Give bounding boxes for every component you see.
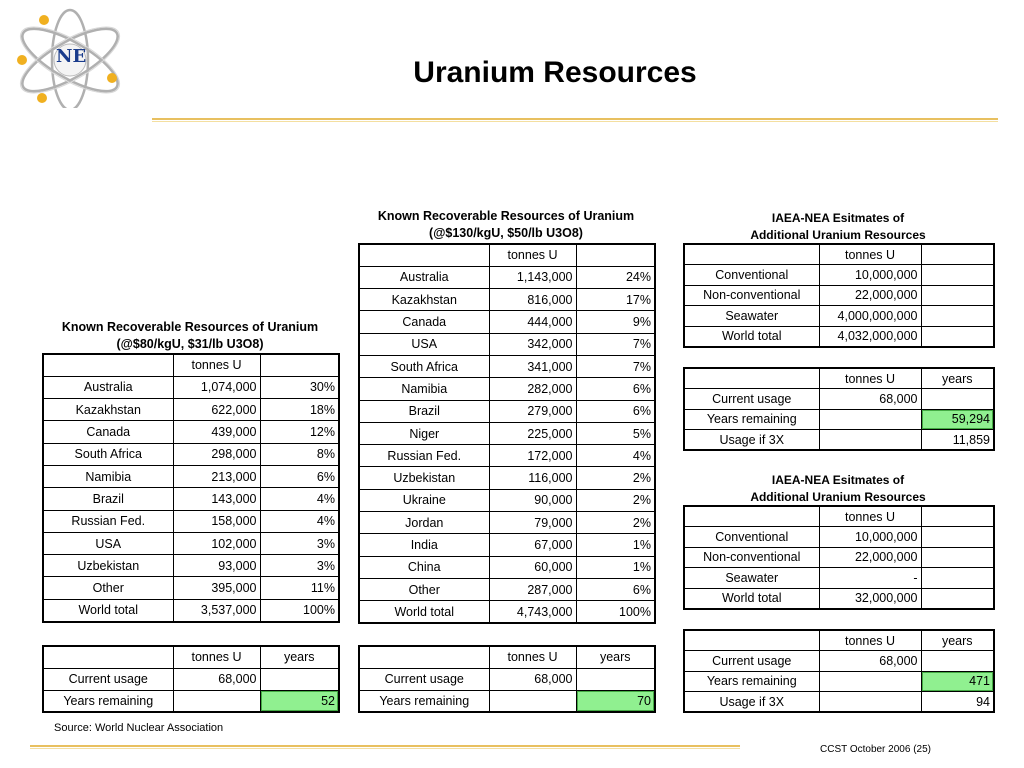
header-cell: tonnes U [819,244,921,265]
table-cell: 6% [260,465,339,487]
table-cell [921,265,994,286]
table-row [684,527,994,548]
table-row [684,568,994,589]
table-cell: Current usage [359,668,489,690]
table-row [684,692,994,713]
table-cell: 52 [260,690,339,712]
header-cell: tonnes U [819,630,921,651]
table-header-row [359,244,655,266]
table-cell: 5% [576,422,655,444]
table-cell: 395,000 [173,577,260,599]
table-cell: World total [684,326,819,347]
table-cell: Jordan [359,512,489,534]
table-cell: 2% [576,489,655,511]
header-cell [684,244,819,265]
table-cell: Other [43,577,173,599]
bottom-divider-2 [30,748,740,749]
table-cell [921,651,994,672]
table-cell: India [359,534,489,556]
table-header-row [684,368,994,389]
table-cell [819,692,921,713]
table-cell: Australia [359,266,489,288]
source-note: Source: World Nuclear Association [54,722,224,734]
table-row [684,547,994,568]
table-cell: Australia [43,376,173,398]
header-cell [921,506,994,527]
table-cell: 471 [921,671,994,692]
header-cell [260,354,339,376]
table-cell: 2% [576,467,655,489]
table-cell: 102,000 [173,532,260,554]
table-cell: Seawater [684,306,819,327]
table-row [359,266,655,288]
table-cell [260,668,339,690]
table-cell: 213,000 [173,465,260,487]
table-cell: 10,000,000 [819,527,921,548]
table-cell: 6% [576,400,655,422]
table-cell: Current usage [684,651,819,672]
header-cell: tonnes U [819,506,921,527]
table-row [43,510,339,532]
table-row [359,289,655,311]
table-row [359,690,655,712]
table-cell: 18% [260,399,339,421]
table-cell: 100% [576,601,655,623]
table-cell: 3,537,000 [173,599,260,621]
table-cell: World total [43,599,173,621]
table-row [359,578,655,600]
table-cell: 94 [921,692,994,713]
table-row [684,285,994,306]
table-cell: Kazakhstan [43,399,173,421]
table-cell: Uzbekistan [359,467,489,489]
table-cell: 30% [260,376,339,398]
table-cell: Usage if 3X [684,430,819,451]
table-cell: Years remaining [684,671,819,692]
table-row [359,333,655,355]
table-cell: Years remaining [684,409,819,430]
table-cell: Conventional [684,527,819,548]
header-cell [684,630,819,651]
table-cell: 68,000 [173,668,260,690]
table-cell: 1,143,000 [489,266,576,288]
table-row [684,389,994,410]
header-cell [684,368,819,389]
table-cell [921,306,994,327]
table-cell [921,527,994,548]
header-cell: tonnes U [173,354,260,376]
table-cell: 4,000,000,000 [819,306,921,327]
table-header-row [684,244,994,265]
table-cell: 32,000,000 [819,588,921,609]
table-cell [921,588,994,609]
table-cell: 10,000,000 [819,265,921,286]
header-cell: tonnes U [489,244,576,266]
table-cell: China [359,556,489,578]
table1-caption: Known Recoverable Resources of Uranium (@$80/kgU, $31/lb U3O8) [61,320,319,351]
table-cell: 68,000 [819,651,921,672]
header-cell: years [576,646,655,668]
table-row [359,556,655,578]
table2-caption: Known Recoverable Resources of Uranium (@$130/kgU, $50/lb U3O8) [377,209,635,240]
table-cell: 22,000,000 [819,285,921,306]
table-cell: Namibia [359,378,489,400]
table-cell: 4% [260,510,339,532]
table-cell: 1% [576,556,655,578]
table-cell: 143,000 [173,488,260,510]
table-cell: 7% [576,333,655,355]
table-row [684,265,994,286]
table-row [359,668,655,690]
table-cell: Current usage [43,668,173,690]
table-row [43,465,339,487]
table-row [684,430,994,451]
table-row [43,690,339,712]
table-cell: 67,000 [489,534,576,556]
table-cell: Russian Fed. [359,445,489,467]
table-row [359,601,655,623]
table-cell: 816,000 [489,289,576,311]
table-cell: 79,000 [489,512,576,534]
table-cell [173,690,260,712]
table-cell: - [819,568,921,589]
table-cell [819,671,921,692]
header-cell: years [921,368,994,389]
table-cell: 70 [576,690,655,712]
table-cell: Canada [359,311,489,333]
top-divider-2 [152,121,998,122]
table-row [359,512,655,534]
table-cell: 24% [576,266,655,288]
table-cell: 4,743,000 [489,601,576,623]
table-header-row [684,506,994,527]
table-row [359,422,655,444]
table-cell: 279,000 [489,400,576,422]
header-cell [576,244,655,266]
header-cell [684,506,819,527]
table-header-row [43,354,339,376]
table-cell: Uzbekistan [43,555,173,577]
footer-text: CCST October 2006 (25) [820,744,931,755]
table-cell: 11% [260,577,339,599]
table-cell: Conventional [684,265,819,286]
table-row [43,532,339,554]
usage-130-table [358,645,656,713]
table-cell: Usage if 3X [684,692,819,713]
table-cell [921,389,994,410]
table-row [43,488,339,510]
table-cell: Brazil [359,400,489,422]
table-cell [921,326,994,347]
table-header-row [43,646,339,668]
table-cell [576,668,655,690]
table-cell: 116,000 [489,467,576,489]
table-cell: Ukraine [359,489,489,511]
iaea-estimates-table-2 [683,505,995,610]
table-cell: 172,000 [489,445,576,467]
table-cell: 3% [260,532,339,554]
table-cell: 439,000 [173,421,260,443]
table-cell: Years remaining [359,690,489,712]
table-cell: 100% [260,599,339,621]
table-row [684,326,994,347]
table-cell: USA [43,532,173,554]
table-row [43,668,339,690]
table-cell: 1,074,000 [173,376,260,398]
header-cell: tonnes U [173,646,260,668]
iaea-usage-table-1 [683,367,995,451]
table-cell: 282,000 [489,378,576,400]
table-row [43,376,339,398]
table-cell [921,547,994,568]
table-cell: 6% [576,578,655,600]
table-cell: 341,000 [489,355,576,377]
table-row [43,599,339,621]
table-cell: Other [359,578,489,600]
table-cell: 1% [576,534,655,556]
table-cell: 8% [260,443,339,465]
table-cell: 12% [260,421,339,443]
table-cell: Namibia [43,465,173,487]
table-cell: South Africa [359,355,489,377]
table-cell: Non-conventional [684,547,819,568]
table-cell [819,430,921,451]
table-cell: Current usage [684,389,819,410]
page-title: Uranium Resources [413,56,697,89]
header-cell: tonnes U [489,646,576,668]
iaea-estimates-table-1 [683,243,995,348]
table-row [43,555,339,577]
table-cell: 17% [576,289,655,311]
table-cell: 68,000 [819,389,921,410]
table-cell: Canada [43,421,173,443]
table-cell: 59,294 [921,409,994,430]
header-cell [359,646,489,668]
table4-caption: IAEA-NEA Esitmates of Additional Uranium Resources [750,473,926,504]
table-cell: Seawater [684,568,819,589]
table-cell: Kazakhstan [359,289,489,311]
table-row [43,421,339,443]
table-cell: World total [359,601,489,623]
table-row [359,445,655,467]
table-cell: 4% [576,445,655,467]
table-cell [921,568,994,589]
table-row [684,588,994,609]
table-cell: South Africa [43,443,173,465]
resources-130-table [358,243,656,624]
table-cell: 4% [260,488,339,510]
table-row [43,399,339,421]
table-cell: Niger [359,422,489,444]
table-row [359,355,655,377]
table-row [43,443,339,465]
table3-caption: IAEA-NEA Esitmates of Additional Uranium Resources [750,211,926,242]
table-row [43,577,339,599]
table-row [359,400,655,422]
table-cell: 90,000 [489,489,576,511]
table-cell: USA [359,333,489,355]
top-divider [152,118,998,120]
usage-80-table [42,645,340,713]
table-cell: Years remaining [43,690,173,712]
table-cell [819,409,921,430]
table-row [359,467,655,489]
table-cell: 2% [576,512,655,534]
table-cell: 68,000 [489,668,576,690]
table-cell: Brazil [43,488,173,510]
iaea-usage-table-2 [683,629,995,713]
table-cell: 11,859 [921,430,994,451]
table-cell [489,690,576,712]
table-cell: 22,000,000 [819,547,921,568]
header-cell [43,646,173,668]
table-row [359,378,655,400]
table-cell: 3% [260,555,339,577]
table-cell: 60,000 [489,556,576,578]
header-cell [359,244,489,266]
table-cell: 93,000 [173,555,260,577]
table-cell: 158,000 [173,510,260,532]
table-cell: 6% [576,378,655,400]
table-cell: 287,000 [489,578,576,600]
table-row [684,409,994,430]
table-row [359,489,655,511]
table-row [684,306,994,327]
table-cell: 7% [576,355,655,377]
table-cell: Russian Fed. [43,510,173,532]
table-row [684,651,994,672]
table-row [684,671,994,692]
table-cell: 225,000 [489,422,576,444]
table-header-row [359,646,655,668]
logo-text: NE [56,46,87,67]
table-row [359,534,655,556]
table-header-row [684,630,994,651]
header-cell: years [921,630,994,651]
header-cell [921,244,994,265]
table-cell: 342,000 [489,333,576,355]
table-cell: 622,000 [173,399,260,421]
table-cell: 444,000 [489,311,576,333]
table-cell [921,285,994,306]
table-cell: 9% [576,311,655,333]
table-row [359,311,655,333]
table-cell: 298,000 [173,443,260,465]
header-cell: tonnes U [819,368,921,389]
table-cell: World total [684,588,819,609]
header-cell [43,354,173,376]
table-cell: 4,032,000,000 [819,326,921,347]
bottom-divider [30,745,740,747]
resources-80-table [42,353,340,623]
header-cell: years [260,646,339,668]
table-cell: Non-conventional [684,285,819,306]
